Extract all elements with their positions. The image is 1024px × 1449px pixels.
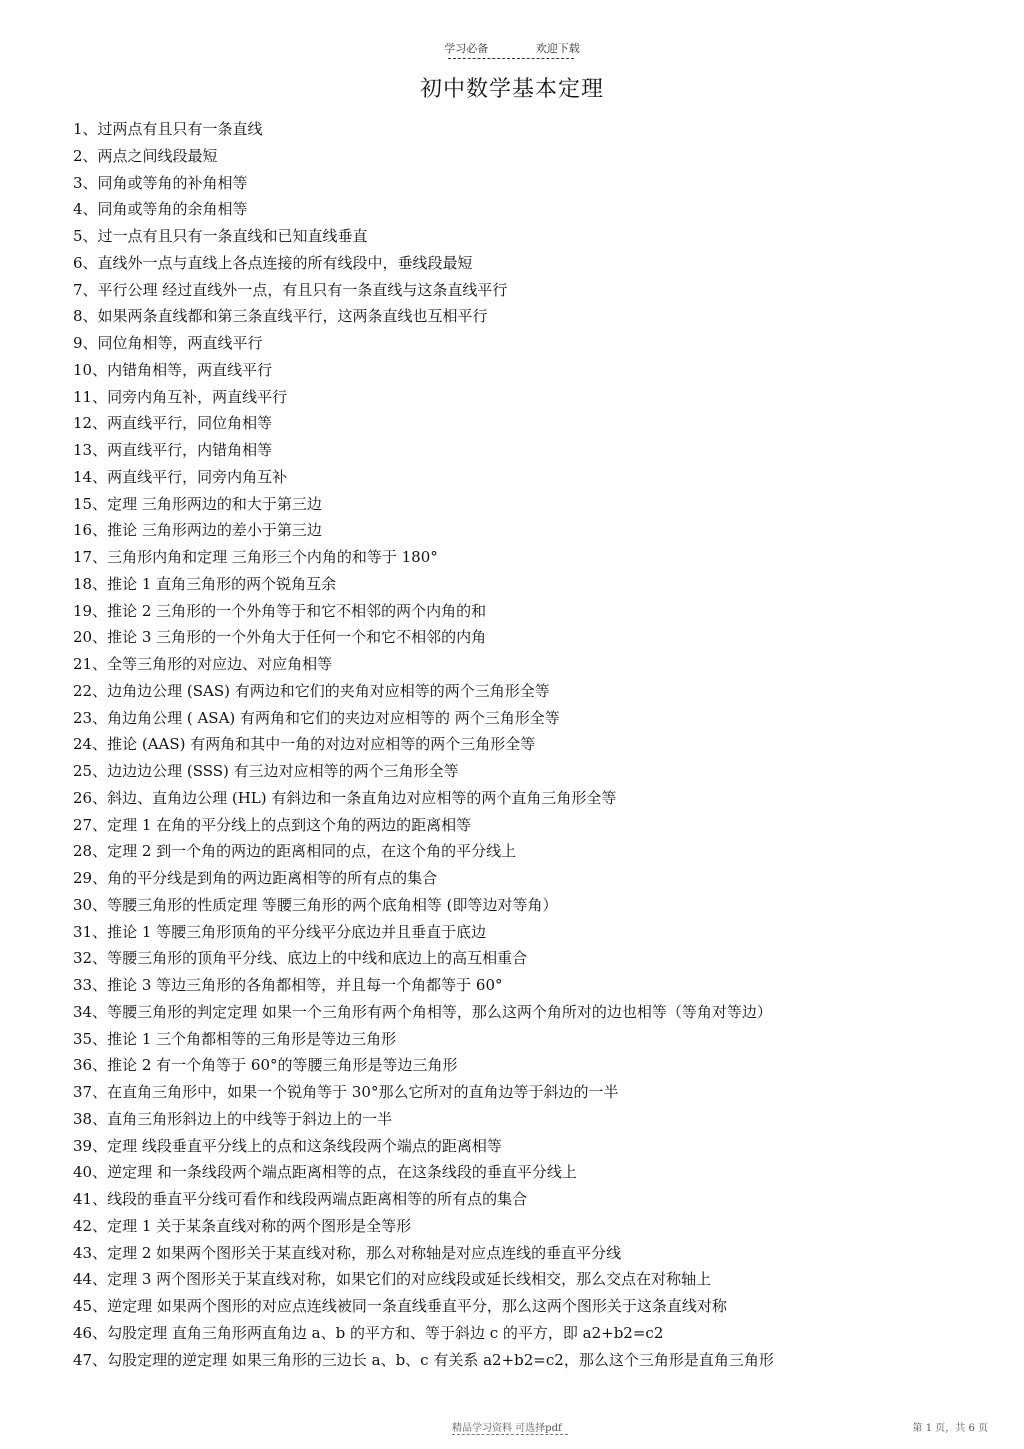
footer-source-text: 精品学习资料 可选择pdf (452, 1423, 562, 1434)
theorem-item-6: 6、直线外一点与直线上各点连接的所有线段中，垂线段最短 (73, 253, 473, 272)
theorem-item-36: 36、推论 2 有一个角等于 60°的等腰三角形是等边三角形 (73, 1056, 458, 1075)
theorem-item-37: 37、在直角三角形中，如果一个锐角等于 30°那么它所对的直角边等于斜边的一半 (73, 1083, 619, 1101)
theorem-item-34: 34、等腰三角形的判定定理 如果一个三角形有两个角相等，那么这两个角所对的边也相等（等角对等边） (73, 1002, 772, 1021)
footer-divider (452, 1434, 568, 1435)
theorem-item-44: 44、定理 3 两个图形关于某直线对称，如果它们的对应线段或延长线相交，那么交点在对称轴上 (73, 1270, 712, 1289)
theorem-item-35: 35、推论 1 三个角都相等的三角形是等边三角形 (73, 1029, 397, 1048)
theorem-item-40: 40、逆定理 和一条线段两个端点距离相等的点，在这条线段的垂直平分线上 (73, 1163, 577, 1182)
theorem-item-21: 21、全等三角形的对应边、对应角相等 (73, 655, 333, 673)
theorem-item-4: 4、同角或等角的余角相等 (73, 200, 248, 219)
theorem-item-11: 11、同旁内角互补，两直线平行 (73, 387, 288, 406)
theorem-item-10: 10、内错角相等，两直线平行 (73, 360, 273, 379)
page-number: 第 1 页，共 6 页 (912, 1423, 988, 1434)
theorem-item-38: 38、直角三角形斜边上的中线等于斜边上的一半 (73, 1109, 393, 1128)
theorem-item-39: 39、定理 线段垂直平分线上的点和这条线段两个端点的距离相等 (73, 1136, 502, 1155)
theorem-item-12: 12、两直线平行，同位角相等 (73, 414, 273, 433)
theorem-item-29: 29、角的平分线是到角的两边距离相等的所有点的集合 (73, 869, 438, 887)
header-divider (448, 58, 574, 59)
theorem-item-25: 25、边边边公理 (SSS) 有三边对应相等的两个三角形全等 (73, 762, 459, 780)
theorem-item-20: 20、推论 3 三角形的一个外角大于任何一个和它不相邻的内角 (73, 628, 487, 647)
theorem-item-43: 43、定理 2 如果两个图形关于某直线对称，那么对称轴是对应点连线的垂直平分线 (73, 1243, 622, 1262)
theorem-list (73, 116, 973, 1373)
theorem-item-33: 33、推论 3 等边三角形的各角都相等，并且每一个角都等于 60° (73, 976, 503, 994)
theorem-item-42: 42、定理 1 关于某条直线对称的两个图形是全等形 (73, 1216, 412, 1235)
theorem-item-9: 9、同位角相等，两直线平行 (73, 334, 263, 352)
header-left-text: 学习必备 (444, 42, 489, 55)
page-title: 初中数学基本定理 (419, 77, 604, 102)
theorem-item-32: 32、等腰三角形的顶角平分线、底边上的中线和底边上的高互相重合 (73, 949, 528, 968)
theorem-item-19: 19、推论 2 三角形的一个外角等于和它不相邻的两个内角的和 (73, 601, 487, 620)
theorem-item-47: 47、勾股定理的逆定理 如果三角形的三边长 a、b、c 有关系 a2+b2=c2，那么这个三角形是直角三角形 (73, 1350, 774, 1369)
theorem-item-26: 26、斜边、直角边公理 (HL) 有斜边和一条直角边对应相等的两个直角三角形全等 (73, 788, 617, 807)
page-header (0, 40, 1024, 56)
theorem-item-27: 27、定理 1 在角的平分线上的点到这个角的两边的距离相等 (73, 815, 472, 834)
theorem-item-15: 15、定理 三角形两边的和大于第三边 (73, 494, 322, 513)
theorem-item-16: 16、推论 三角形两边的差小于第三边 (73, 521, 322, 540)
theorem-item-23: 23、角边角公理 ( ASA) 有两角和它们的夹边对应相等的 两个三角形全等 (73, 708, 560, 727)
theorem-item-3: 3、同角或等角的补角相等 (73, 173, 248, 192)
header-right-text: 欢迎下载 (535, 42, 580, 55)
theorem-item-28: 28、定理 2 到一个角的两边的距离相同的点，在这个角的平分线上 (73, 842, 517, 861)
theorem-item-30: 30、等腰三角形的性质定理 等腰三角形的两个底角相等 (即等边对等角） (73, 895, 558, 914)
theorem-item-24: 24、推论 (AAS) 有两角和其中一角的对边对应相等的两个三角形全等 (73, 735, 536, 754)
theorem-item-18: 18、推论 1 直角三角形的两个锐角互余 (73, 574, 337, 593)
theorem-item-41: 41、线段的垂直平分线可看作和线段两端点距离相等的所有点的集合 (73, 1190, 528, 1208)
theorem-item-5: 5、过一点有且只有一条直线和已知直线垂直 (73, 227, 368, 245)
theorem-item-46: 46、勾股定理 直角三角形两直角边 a、b 的平方和、等于斜边 c 的平方，即 a2+b2=c2 (73, 1323, 664, 1342)
theorem-item-17: 17、三角形内角和定理 三角形三个内角的和等于 180° (73, 548, 438, 566)
theorem-item-2: 2、两点之间线段最短 (73, 146, 218, 165)
theorem-item-8: 8、如果两条直线都和第三条直线平行，这两条直线也互相平行 (73, 307, 488, 326)
theorem-item-13: 13、两直线平行，内错角相等 (73, 441, 273, 459)
theorem-item-1: 1、过两点有且只有一条直线 (73, 120, 263, 138)
theorem-item-14: 14、两直线平行，同旁内角互补 (73, 467, 288, 486)
theorem-item-45: 45、逆定理 如果两个图形的对应点连线被同一条直线垂直平分，那么这两个图形关于这条直线对称 (73, 1297, 727, 1315)
theorem-item-7: 7、平行公理 经过直线外一点，有且只有一条直线与这条直线平行 (73, 280, 508, 299)
theorem-item-22: 22、边角边公理 (SAS) 有两边和它们的夹角对应相等的两个三角形全等 (73, 681, 550, 700)
theorem-item-31: 31、推论 1 等腰三角形顶角的平分线平分底边并且垂直于底边 (73, 922, 487, 941)
